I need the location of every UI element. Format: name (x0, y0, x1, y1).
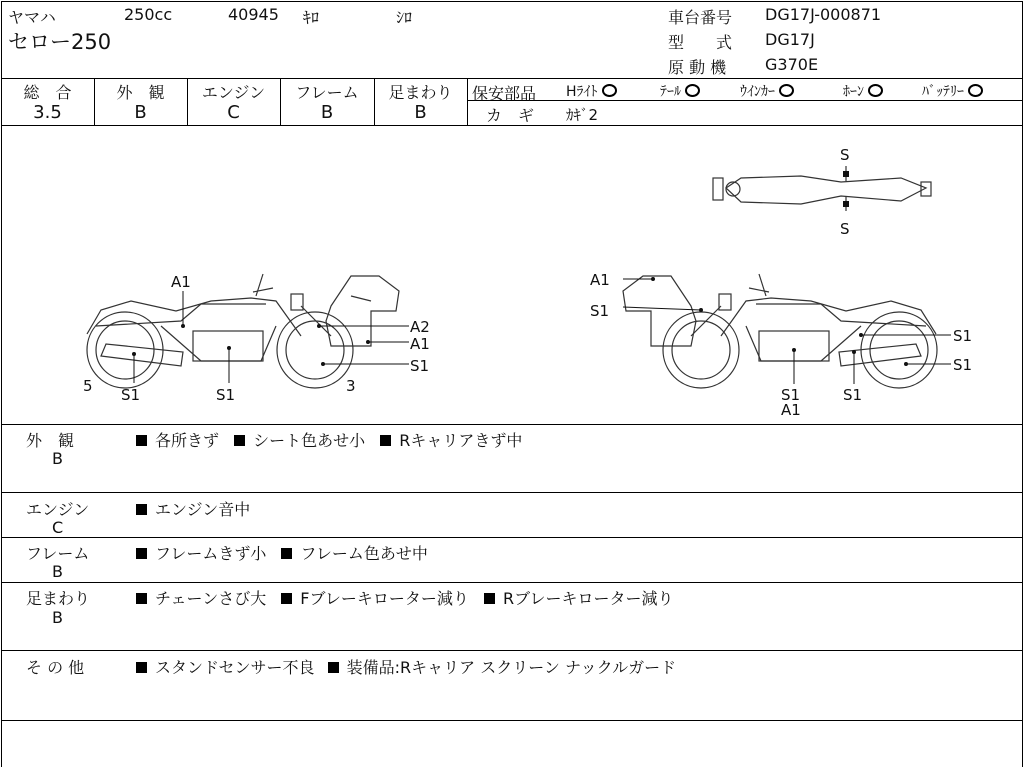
grade-total-label: 総 合 (23, 83, 72, 102)
key-value: ｶｷﾞ2 (566, 106, 599, 124)
grade-frame-value: B (320, 102, 334, 123)
bike-top-view (713, 166, 931, 211)
bullet-square-icon (136, 504, 147, 515)
bike-right-view (623, 274, 937, 388)
section-other-items: スタンドセンサー不良 装備品:Rキャリア スクリーン ナックルガード (136, 655, 676, 678)
displacement: 250cc (124, 5, 173, 24)
mark-right-s1-b: S1 (953, 327, 973, 345)
section-engine-items: エンジン音中 (136, 497, 250, 520)
bullet-square-icon (328, 662, 339, 673)
mark-right-s1-e: S1 (843, 386, 863, 404)
type-label: 型 式 (668, 33, 733, 52)
section-frame-items: フレームきず小 フレーム色あせ中 (136, 541, 428, 564)
maker: ヤマハ (8, 8, 56, 27)
engine-label: 原 動 機 (668, 58, 727, 77)
section-frame-grade: B (52, 562, 63, 581)
mark-left-a1: A1 (410, 335, 430, 353)
safety-item-winker: ｳｲﾝｶｰ (740, 81, 794, 101)
ok-circle-icon (868, 84, 883, 97)
section-exterior-grade: B (52, 449, 63, 468)
color: ｼﾛ (396, 8, 413, 27)
ok-circle-icon (779, 84, 794, 97)
bullet-square-icon (281, 548, 292, 559)
mark-right-s1-c: S1 (953, 356, 973, 374)
grade-engine-label: エンジン (201, 83, 266, 102)
section-engine-grade: C (52, 518, 64, 537)
grade-total-value: 3.5 (33, 102, 62, 123)
section-suspension-grade: B (52, 608, 63, 627)
section-frame-label: フレーム (26, 544, 90, 563)
bullet-square-icon (136, 548, 147, 559)
grade-suspension-label: 足まわり (388, 83, 453, 102)
mark-right-s1-d: S1 (781, 386, 801, 404)
bullet-square-icon (136, 593, 147, 604)
safety-label: 保安部品 (472, 84, 537, 103)
frame-no: DG17J-000871 (765, 5, 882, 24)
mark-right-s1: S1 (590, 302, 610, 320)
mark-left-s1-rear: S1 (410, 357, 430, 375)
section-suspension-label: 足まわり (26, 589, 91, 608)
bullet-square-icon (136, 662, 147, 673)
model-name: セロー250 (8, 30, 112, 54)
safety-item-headlight: Hﾗｲﾄ (566, 81, 617, 101)
mark-top-s-lower: S (840, 220, 850, 238)
bullet-square-icon (136, 435, 147, 446)
section-exterior-label: 外 観 (26, 431, 75, 450)
mark-right-a1: A1 (590, 271, 610, 289)
safety-item-battery: ﾊﾞｯﾃﾘｰ (922, 81, 983, 101)
bullet-square-icon (380, 435, 391, 446)
mark-left-a1-top: A1 (171, 273, 191, 291)
mark-right-a1-b: A1 (781, 401, 801, 419)
safety-item-tail: ﾃｰﾙ (660, 81, 700, 101)
mark-left-5: 5 (83, 377, 93, 395)
grade-engine-value: C (227, 102, 240, 123)
section-exterior-items: 各所きず シート色あせ小 Rキャリアきず中 (136, 428, 522, 451)
section-suspension-items: チェーンさび大 Fブレーキローター減り Rブレーキローター減り (136, 586, 673, 609)
mark-top-s-upper: S (840, 146, 850, 164)
bullet-square-icon (281, 593, 292, 604)
type-value: DG17J (765, 30, 815, 49)
section-other-label: そ の 他 (26, 658, 85, 677)
mileage-unit: ｷﾛ (303, 8, 320, 27)
grade-exterior-label: 外 観 (116, 83, 165, 102)
ok-circle-icon (968, 84, 983, 97)
frame-no-label: 車台番号 (668, 8, 733, 27)
key-label: カ ギ (486, 106, 535, 125)
grade-suspension-value: B (414, 102, 427, 123)
section-engine-label: エンジン (26, 500, 90, 519)
ok-circle-icon (602, 84, 617, 97)
mileage: 40945 (228, 5, 279, 24)
mark-left-a2: A2 (410, 318, 430, 336)
safety-item-horn: ﾎｰﾝ (843, 81, 883, 101)
engine-value: G370E (765, 55, 819, 74)
mark-left-3: 3 (346, 377, 356, 395)
mark-left-s1-b: S1 (216, 386, 236, 404)
grade-exterior-value: B (134, 102, 147, 123)
bullet-square-icon (234, 435, 245, 446)
bullet-square-icon (484, 593, 495, 604)
grade-frame-label: フレーム (295, 83, 359, 102)
ok-circle-icon (685, 84, 700, 97)
mark-left-s1-a: S1 (121, 386, 141, 404)
damage-diagram (1, 126, 1022, 424)
